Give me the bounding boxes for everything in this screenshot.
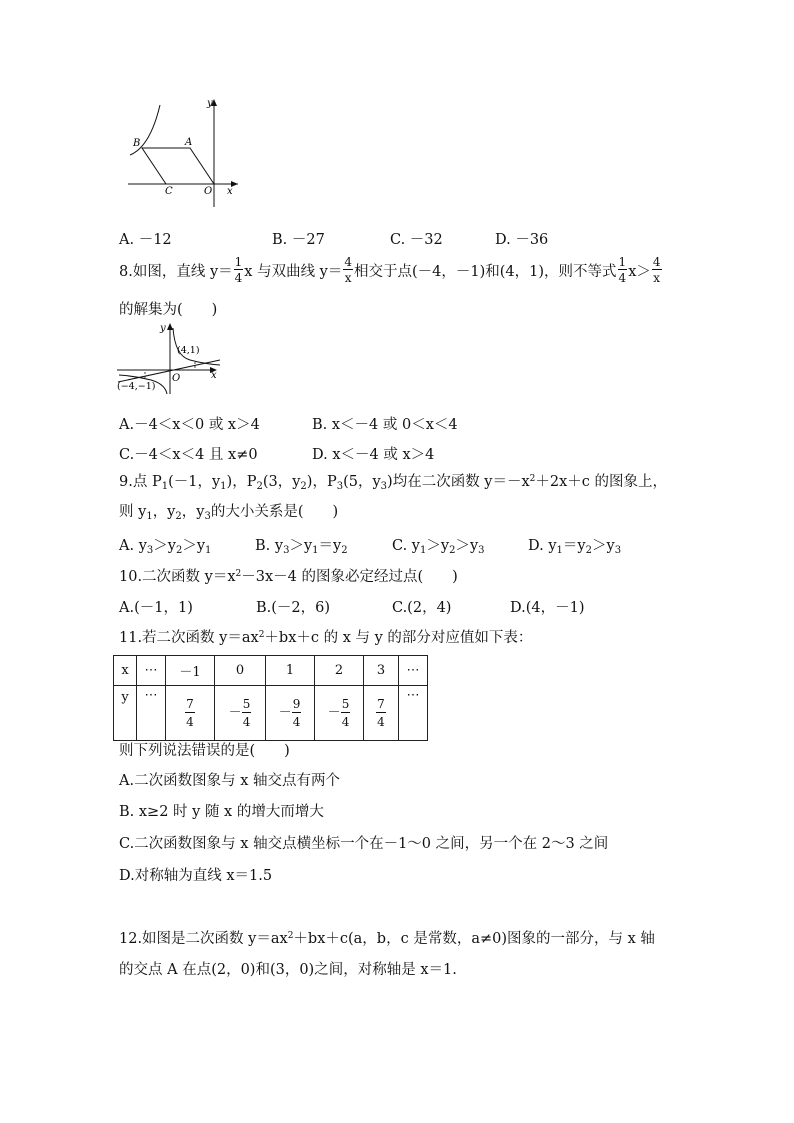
q7-option-c: C. －32 — [390, 232, 443, 248]
q9-stem-line2: 则 $y_1$，$y_2$，$y_3$的大小关系是( ) — [119, 504, 339, 522]
table-cell: 1 — [266, 656, 315, 686]
label-C: C — [165, 186, 173, 197]
q8-option-a: A.－4＜x＜0 或 x＞4 — [119, 417, 260, 433]
table-cell: ⋯ — [137, 686, 166, 741]
table-row-x — [114, 656, 428, 686]
q10-option-a: A.(－1，1) — [119, 600, 193, 616]
q9-option-a: A. $y_3>y_2>y_1$ — [119, 538, 212, 556]
q11-option-c: C.二次函数图象与 x 轴交点横坐标一个在－1～0 之间，另一个在 2～3 之间 — [119, 836, 609, 852]
point-label-4-1: (4,1) — [177, 345, 200, 356]
table-cell: 0 — [215, 656, 266, 686]
table-cell: －1 — [166, 656, 215, 686]
label-x: x — [227, 186, 233, 197]
table-cell: － $\frac{5}{4}$ — [215, 686, 266, 741]
q10-option-c: C.(2，4) — [392, 600, 452, 616]
q10-option-d: D.(4，－1) — [510, 600, 585, 616]
q8-stem — [119, 255, 663, 286]
q8-text-1: 8.如图，直线 y＝ — [119, 264, 233, 280]
fraction: $\frac{4}{x}$ — [652, 255, 661, 285]
q8-option-b: B. x＜－4 或 0＜x＜4 — [312, 417, 458, 433]
table-cell: 3 — [364, 656, 399, 686]
table-cell: ⋯ — [399, 686, 428, 741]
table-row-y — [114, 686, 428, 741]
q9-option-d: D. $y_1=y_2>y_3$ — [528, 538, 622, 556]
q8-text-3: 相交于点(－4，－1)和(4，1)，则不等式 — [354, 264, 617, 280]
q11-option-a: A.二次函数图象与 x 轴交点有两个 — [119, 773, 340, 789]
q9-stem: 9.点 $P_1(-1$，$y_1$)，$P_2(3$，$y_2$)，$P_3(5$，$y_3$)均在二次函数 $y=-x^2+2x+c$ 的图象上， — [119, 474, 668, 492]
table-cell: ⋯ — [137, 656, 166, 686]
q7-figure — [110, 95, 250, 210]
fraction: $\frac{1}{4}$ — [234, 255, 243, 285]
fraction: $\frac{4}{x}$ — [344, 255, 353, 285]
label-A: A — [185, 137, 193, 148]
label-x: x — [211, 370, 217, 381]
q8-option-c: C.－4＜x＜4 且 x≠0 — [119, 447, 258, 463]
q9-option-c: C. $y_1>y_2>y_3$ — [392, 538, 485, 556]
q8-figure — [115, 318, 225, 396]
table-cell: $\frac{7}{4}$ — [166, 686, 215, 741]
fraction: $\frac{1}{4}$ — [618, 255, 627, 285]
q7-option-d: D. －36 — [495, 232, 549, 248]
q11-tail: 则下列说法错误的是( ) — [119, 743, 290, 759]
label-O: O — [172, 373, 181, 384]
table-cell: － $\frac{5}{4}$ — [315, 686, 364, 741]
table-cell: $\frac{7}{4}$ — [364, 686, 399, 741]
q11-stem: 11.若二次函数 $y=ax^2+bx+c$ 的 x 与 y 的部分对应值如下表： — [119, 630, 533, 646]
q9-option-b: B. $y_3>y_1=y_2$ — [255, 538, 348, 556]
q8-text-2: x 与双曲线 y＝ — [244, 264, 343, 280]
q12-stem: 12.如图是二次函数 $y=ax^2+bx+c(a$，b，c 是常数，a≠0)图象的一部分，与 x 轴 — [119, 931, 655, 947]
q11-option-d: D.对称轴为直线 x＝1.5 — [119, 868, 273, 884]
q8-stem-line2: 的解集为( ) — [119, 302, 218, 318]
table-cell: 2 — [315, 656, 364, 686]
point-label-neg4-neg1: (−4,−1) — [117, 381, 156, 392]
q10-option-b: B.(－2，6) — [256, 600, 331, 616]
table-cell: y — [114, 686, 137, 741]
q7-option-b: B. －27 — [272, 232, 325, 248]
label-y: y — [207, 98, 213, 109]
table-cell: ⋯ — [399, 656, 428, 686]
q11-option-b: B. x≥2 时 y 随 x 的增大而增大 — [119, 804, 324, 820]
label-y: y — [160, 323, 166, 334]
q7-option-a: A. －12 — [119, 232, 172, 248]
q12-stem-line2: 的交点 A 在点(2，0)和(3，0)之间，对称轴是 x＝1. — [119, 962, 457, 978]
label-B: B — [133, 138, 141, 149]
q8-text-4: x＞ — [628, 264, 651, 280]
q10-stem: 10.二次函数 $y=x^2-3x-4$ 的图象必定经过点( ) — [119, 569, 458, 585]
label-O: O — [204, 186, 213, 197]
table-cell: x — [114, 656, 137, 686]
value-table — [113, 655, 428, 741]
q8-option-d: D. x＜－4 或 x＞4 — [312, 447, 435, 463]
table-cell: － $\frac{9}{4}$ — [266, 686, 315, 741]
